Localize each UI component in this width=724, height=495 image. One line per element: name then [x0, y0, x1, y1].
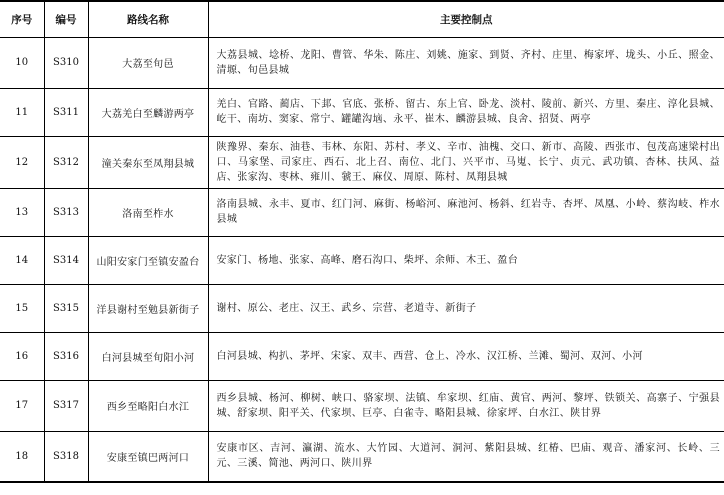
row-no: 16 — [0, 332, 44, 380]
row-no: 17 — [0, 380, 44, 431]
row-no: 18 — [0, 431, 44, 482]
table-row — [0, 136, 724, 188]
table-row — [0, 236, 724, 284]
row-control-points: 羌白、官路、蔺店、下邽、官底、张桥、留古、东上官、卧龙、淡村、陵前、新兴、方里、秦庄、淳化县城、屹干、南坊、窦家、常宁、罐罐沟垴、永平、崔木、麟游县城、良舍、招贤、两亭 — [216, 99, 720, 125]
row-code: S316 — [44, 332, 88, 380]
row-control-points: 大荔县城、埝桥、龙阳、曹管、华朱、陈庄、刘姚、施家、到贤、齐村、庄里、梅家坪、垅头、小丘、照金、清塬、旬邑县城 — [216, 49, 720, 76]
row-route-name: 潼关秦东至凤翔县城 — [88, 136, 208, 188]
row-no: 11 — [0, 88, 44, 136]
row-route-name: 洛南至柞水 — [88, 188, 208, 236]
row-route-name: 山阳安家门至镇安盈台 — [88, 236, 208, 284]
header-control-points: 主要控制点 — [440, 13, 493, 26]
row-route-name: 安康至镇巴两河口 — [88, 431, 208, 482]
row-code: S313 — [44, 188, 88, 236]
row-no: 12 — [0, 136, 44, 188]
row-code: S310 — [44, 37, 88, 88]
header-code: 编号 — [44, 1, 88, 37]
row-control-points: 谢村、原公、老庄、汉王、武乡、宗营、老道寺、新街子 — [216, 302, 477, 314]
row-code: S312 — [44, 136, 88, 188]
row-control-points: 安康市区、吉河、瀛湖、流水、大竹园、大道河、洞河、紫阳县城、红椿、巴庙、观音、潘家河、长岭、三元、三溪、简池、两河口、陕川界 — [216, 443, 720, 470]
row-control-points: 西乡县城、杨河、柳树、峡口、骆家坝、法镇、牟家坝、红庙、黄官、两河、黎坪、铁锁关、高寨子、宁强县城、舒家坝、阳平关、代家坝、巨亭、白雀寺、略阳县城、徐家坪、白水江、陕甘界 — [216, 392, 720, 419]
row-code: S315 — [44, 284, 88, 332]
table-header-row — [0, 1, 724, 37]
row-control-points: 安家门、杨地、张家、高峰、磨石沟口、柴坪、余师、木王、盈台 — [216, 254, 519, 266]
header-no: 序号 — [0, 1, 44, 37]
row-no: 13 — [0, 188, 44, 236]
row-route-name: 大荔至旬邑 — [88, 37, 208, 88]
header-route-name: 路线名称 — [88, 1, 208, 37]
row-control-points: 洛南县城、永丰、夏市、红门河、麻街、杨峪河、麻池河、杨斜、红岩寺、杏坪、凤凰、小岭、蔡沟岐、柞水县城 — [216, 199, 720, 225]
row-route-name: 洋县谢村至勉县新街子 — [88, 284, 208, 332]
row-route-name: 西乡至略阳白水江 — [88, 380, 208, 431]
row-control-points: 白河县城、构扒、茅坪、宋家、双丰、西营、仓上、冷水、汉江桥、兰滩、蜀河、双河、小河 — [216, 350, 643, 362]
table-row — [0, 284, 724, 332]
row-code: S318 — [44, 431, 88, 482]
table-row — [0, 88, 724, 136]
row-code: S311 — [44, 88, 88, 136]
table-row — [0, 332, 724, 380]
row-no: 14 — [0, 236, 44, 284]
table-row — [0, 188, 724, 236]
row-no: 15 — [0, 284, 44, 332]
row-no: 10 — [0, 37, 44, 88]
row-route-name: 大荔羌白至麟游两亭 — [88, 88, 208, 136]
table-row — [0, 431, 724, 482]
table-row — [0, 380, 724, 431]
row-code: S314 — [44, 236, 88, 284]
row-route-name: 白河县城至旬阳小河 — [88, 332, 208, 380]
row-code: S317 — [44, 380, 88, 431]
table-row — [0, 37, 724, 88]
row-control-points: 陕豫界、秦东、油巷、韦林、东阳、苏村、孝义、辛市、油槐、交口、新市、高陵、西张市、包茂高速梁村出口、马家堡、司家庄、西石、北上召、南位、北门、兴平市、马嵬、长宁、贞元、武功镇、杏林、扶风、益店、张家沟、枣林、雍川、虢王、麻仪、周原、陈村、凤翔县城 — [216, 141, 720, 183]
